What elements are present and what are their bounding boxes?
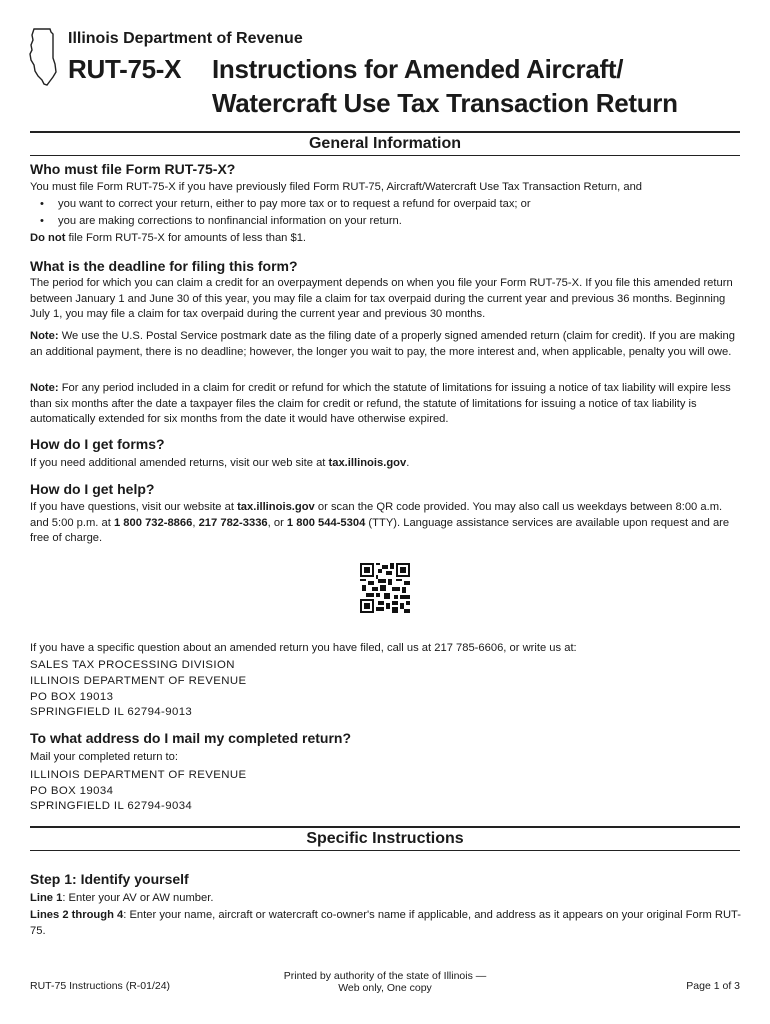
mail-address-text: Mail your completed return to: xyxy=(30,751,178,763)
form-number: RUT-75-X xyxy=(68,54,182,84)
specific-instructions-heading: Specific Instructions xyxy=(30,826,740,851)
who-must-file-intro: You must file Form RUT-75-X if you have previously filed Form RUT-75, Aircraft/Watercraft Use Tax Transaction Return, and xyxy=(30,181,643,193)
deadline-heading: What is the deadline for filing this form? xyxy=(30,258,298,274)
get-help-text: If you have questions, visit our website at tax.illinois.gov or scan the QR code provided. You may also call us weekdays between 8:00 a.m. and 5:00 p.m. at 1 800 732-8866, 217 782-3336, or 1 800 544-5304 (TTY). Language assistance services are available upon request and are free of charge. xyxy=(30,501,730,544)
address-line: ILLINOIS DEPARTMENT OF REVENUE xyxy=(30,769,247,781)
deadline-note-1: Note: We use the U.S. Postal Service postmark date as the filing date of a properly signed amended return (claim for credit). If you are making an additional payment, there is no deadline; however, the longer you wait to pay, the more interest and, when applicable, penalty you will owe. xyxy=(30,330,735,358)
address-line: PO BOX 19034 xyxy=(30,785,114,797)
get-help-heading: How do I get help? xyxy=(30,481,155,497)
line1-instruction: Line 1: Enter your AV or AW number. xyxy=(30,892,214,904)
illinois-state-outline-icon xyxy=(28,28,58,86)
address-line: PO BOX 19013 xyxy=(30,691,114,703)
address-line: SALES TAX PROCESSING DIVISION xyxy=(30,659,235,671)
get-forms-heading: How do I get forms? xyxy=(30,436,165,452)
line2-4-instruction: Lines 2 through 4: Enter your name, aircraft or watercraft co-owner's name if applicable, and address as it appears on your original Form RUT-75. xyxy=(30,909,741,937)
address-line: SPRINGFIELD IL 62794-9034 xyxy=(30,800,193,812)
general-information-heading: General Information xyxy=(30,131,740,156)
footer-printed-by: Printed by authority of the state of Illinois — Web only, One copy xyxy=(283,970,487,994)
qr-code-icon[interactable] xyxy=(360,563,410,613)
website-link[interactable]: tax.illinois.gov xyxy=(237,501,315,513)
footer-form-id: RUT-75 Instructions (R-01/24) xyxy=(30,980,171,992)
mail-address-heading: To what address do I mail my completed return? xyxy=(30,730,352,746)
website-link[interactable]: tax.illinois.gov xyxy=(328,457,407,469)
department-name: Illinois Department of Revenue xyxy=(68,30,303,47)
bullet-item: • you are making corrections to nonfinancial information on your return. xyxy=(40,215,402,227)
specific-question-text: If you have a specific question about an amended return you have filed, call us at 217 785-6606, or write us at: xyxy=(30,642,577,654)
deadline-paragraph: The period for which you can claim a credit for an overpayment depends on when you file your Form RUT-75-X. If you file this amended return between January 1 and June 30 of this year, you may file a claim for tax overpaid during the current year and previous 36 months. Beginning July 1, you may file a claim for tax overpaid during the current year and previous 30 months. xyxy=(30,277,733,320)
address-line: ILLINOIS DEPARTMENT OF REVENUE xyxy=(30,675,247,687)
address-line: SPRINGFIELD IL 62794-9013 xyxy=(30,706,193,718)
bullet-item: • you want to correct your return, either to pay more tax or to request a refund for overpaid tax; or xyxy=(40,198,531,210)
page-title-line2: Watercraft Use Tax Transaction Return xyxy=(212,88,678,118)
who-must-file-heading: Who must file Form RUT-75-X? xyxy=(30,161,236,177)
do-not-file-note: Do not file Form RUT-75-X for amounts of less than $1. xyxy=(30,232,307,244)
page-number: Page 1 of 3 xyxy=(686,980,740,992)
page-title-line1: Instructions for Amended Aircraft/ xyxy=(212,54,624,84)
get-forms-text: If you need additional amended returns, visit our web site at tax.illinois.gov. xyxy=(30,457,410,469)
step1-heading: Step 1: Identify yourself xyxy=(30,871,189,887)
deadline-note-2: Note: For any period included in a claim for credit or refund for which the statute of limitations for issuing a notice of tax liability will expire less than six months after the date a taxpayer files the claim for credit or refund, the statute of limitations for issuing a notice of tax liability is automatically extended for six months from the date it would have otherwise expired. xyxy=(30,382,731,425)
